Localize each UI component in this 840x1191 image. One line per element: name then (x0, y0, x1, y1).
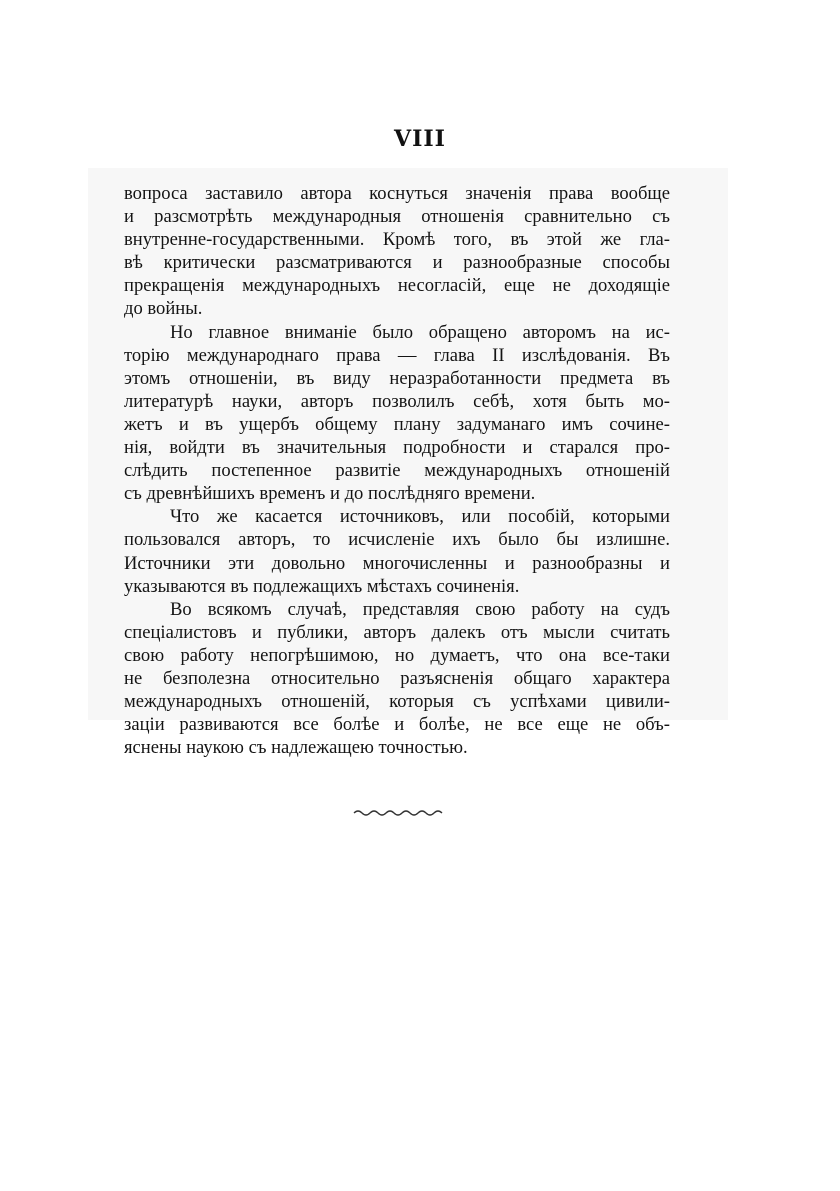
paragraph-4-line-3: свою работу непогрѣшимою, но думаетъ, что она все-таки (124, 644, 670, 666)
paragraph-3-line-1: Что же касается источниковъ, или пособій, которыми (170, 506, 670, 528)
paragraph-2-line-1: Но главное вниманіе было обращено авторомъ на ис- (170, 321, 670, 343)
body-text (124, 182, 670, 759)
paragraph-2-line-8: съ древнѣйшихъ временъ и до послѣдняго времени. (124, 483, 536, 505)
paragraph-2-line-2: торію международнаго права — глава II изслѣдованія. Въ (124, 344, 670, 366)
paragraph-1-line-4: вѣ критически разсматриваются и разнообразные способы (124, 252, 670, 274)
paragraph-3-line-2: пользовался авторъ, то исчисленіе ихъ было бы излишне. (124, 529, 670, 551)
paragraph-2-line-5: жетъ и въ ущербъ общему плану задуманаго имъ сочине- (124, 413, 670, 435)
paragraph-2-line-4: литературѣ науки, авторъ позволилъ себѣ, хотя быть мо- (124, 390, 670, 412)
paragraph-3-line-3: Источники эти довольно многочисленны и разнообразны и (124, 552, 670, 574)
paragraph-2-line-7: слѣдить постепенное развитіе международныхъ отношеній (124, 460, 670, 482)
paragraph-4-line-5: международныхъ отношеній, которыя съ успѣхами цивили- (124, 691, 670, 713)
paragraph-1-line-1: вопроса заставило автора коснуться значенія права вообще (124, 183, 670, 204)
paragraph-3-line-4: указываются въ подлежащихъ мѣстахъ сочиненія. (124, 575, 520, 597)
paragraph-4-line-6: заціи развиваются все болѣе и болѣе, не все еще не объ- (124, 714, 670, 736)
paragraph-1-line-6: до войны. (124, 298, 203, 320)
paragraph-2-line-6: нія, войдти въ значительныя подробности и старался про- (124, 437, 670, 459)
paragraph-2-line-3: этомъ отношеніи, въ виду неразработанности предмета въ (124, 367, 670, 389)
paragraph-1-line-5: прекращенія международныхъ несогласій, еще не доходящіе (124, 275, 670, 297)
page-number: VIII (394, 126, 446, 152)
paragraph-4-line-7: яснены наукою съ надлежащею точностью. (124, 737, 468, 759)
paragraph-1-line-2: и разсмотрѣть международныя отношенія сравнительно съ (124, 206, 670, 228)
paragraph-1-line-3: внутренне-государственными. Кромѣ того, въ этой же гла- (124, 229, 670, 251)
paragraph-4-line-4: не безполезна относительно разъясненія общаго характера (124, 667, 670, 689)
decorative-wave-ornament (352, 806, 444, 820)
paragraph-4-line-2: спеціалистовъ и публики, авторъ далекъ отъ мысли считать (124, 621, 670, 643)
paragraph-4-line-1: Во всякомъ случаѣ, представляя свою работу на судъ (170, 598, 670, 620)
